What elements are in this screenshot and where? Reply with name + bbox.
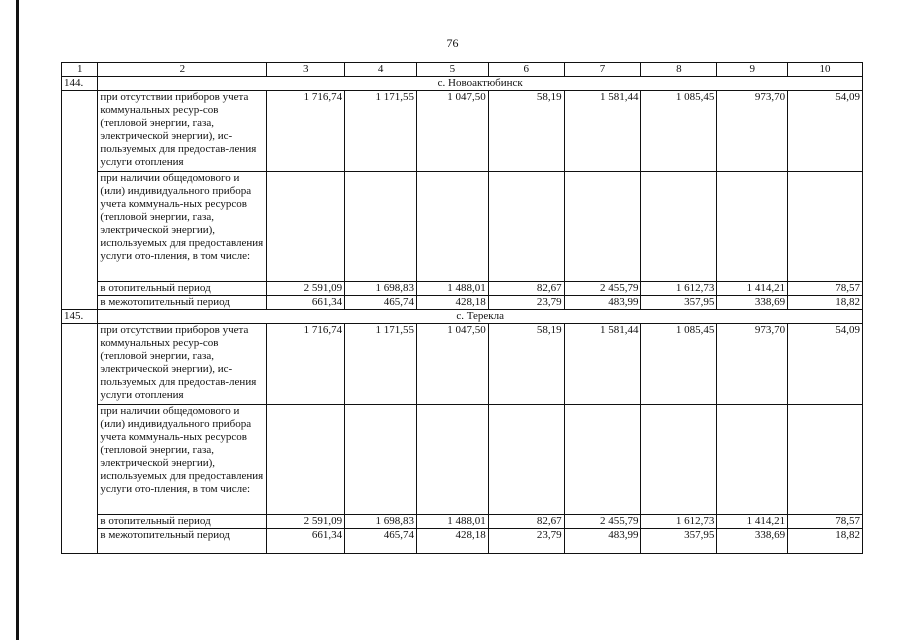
value-cell: 18,82 [788,529,863,554]
row-description: при наличии общедомового и (или) индивидуального прибора учета коммуналь-ных ресурсов (тепловой энергии, газа, электрической энергии), используемых для предоставления услуги ото-пления, в том числе: [98,172,267,282]
value-cell: 1 047,50 [416,324,488,405]
empty-cell [641,172,717,282]
header-cell: 3 [267,63,345,77]
value-cell: 1 488,01 [416,282,488,296]
value-cell: 2 455,79 [564,515,641,529]
value-cell: 1 047,50 [416,91,488,172]
value-cell: 661,34 [267,296,345,310]
row-description: при отсутствии приборов учета коммунальных ресур-сов (тепловой энергии, газа, электрической энергии), ис-пользуемых для предостав-ления услуги отопления [98,324,267,405]
row-description: при наличии общедомового и (или) индивидуального прибора учета коммуналь-ных ресурсов (тепловой энергии, газа, электрической энергии), используемых для предоставления услуги ото-пления, в том числе: [98,405,267,515]
value-cell: 1 171,55 [345,324,417,405]
header-cell: 5 [416,63,488,77]
value-cell: 2 455,79 [564,282,641,296]
index-spacer [62,324,98,554]
empty-cell [488,172,564,282]
empty-cell [345,405,417,515]
empty-cell [488,405,564,515]
page-number: 76 [446,36,459,50]
value-cell: 18,82 [788,296,863,310]
value-cell: 2 591,09 [267,515,345,529]
value-cell: 1 612,73 [641,515,717,529]
table-row [62,282,863,296]
value-cell: 483,99 [564,296,641,310]
value-cell: 1 612,73 [641,282,717,296]
value-cell: 1 581,44 [564,324,641,405]
empty-cell [564,405,641,515]
header-cell: 2 [98,63,267,77]
table-row [62,296,863,310]
locality-name: с. Терекла [98,310,863,324]
value-cell: 54,09 [788,91,863,172]
row-index: 145. [62,310,98,324]
value-cell: 1 698,83 [345,282,417,296]
value-cell: 1 581,44 [564,91,641,172]
value-cell: 58,19 [488,324,564,405]
value-cell: 973,70 [717,324,788,405]
table-row [62,405,863,515]
value-cell: 1 716,74 [267,324,345,405]
value-cell: 1 698,83 [345,515,417,529]
value-cell: 82,67 [488,282,564,296]
header-cell: 8 [641,63,717,77]
value-cell: 1 085,45 [641,91,717,172]
header-cell: 1 [62,63,98,77]
value-cell: 338,69 [717,296,788,310]
value-cell: 1 488,01 [416,515,488,529]
table-row [62,529,863,554]
table-row [62,324,863,405]
value-cell: 1 414,21 [717,282,788,296]
value-cell: 465,74 [345,529,417,554]
table-row [62,172,863,282]
empty-cell [564,172,641,282]
value-cell: 78,57 [788,282,863,296]
empty-cell [717,405,788,515]
empty-cell [416,172,488,282]
value-cell: 465,74 [345,296,417,310]
value-cell: 82,67 [488,515,564,529]
table-row [62,91,863,172]
header-row [62,63,863,77]
value-cell: 23,79 [488,296,564,310]
value-cell: 2 591,09 [267,282,345,296]
value-cell: 78,57 [788,515,863,529]
table-row [62,515,863,529]
empty-cell [416,405,488,515]
value-cell: 1 085,45 [641,324,717,405]
empty-cell [717,172,788,282]
value-cell: 338,69 [717,529,788,554]
locality-row [62,77,863,91]
header-cell: 10 [788,63,863,77]
value-cell: 357,95 [641,296,717,310]
header-cell: 4 [345,63,417,77]
value-cell: 1 414,21 [717,515,788,529]
empty-cell [267,172,345,282]
empty-cell [345,172,417,282]
empty-cell [267,405,345,515]
row-description: в отопительный период [98,515,267,529]
row-index: 144. [62,77,98,91]
index-spacer [62,91,98,310]
value-cell: 661,34 [267,529,345,554]
value-cell: 428,18 [416,529,488,554]
value-cell: 1 171,55 [345,91,417,172]
header-cell: 6 [488,63,564,77]
row-description: в отопительный период [98,282,267,296]
locality-name: с. Новоактюбинск [98,77,863,91]
row-description: в межотопительный период [98,296,267,310]
binding-line [16,0,19,640]
value-cell: 428,18 [416,296,488,310]
row-description: в межотопительный период [98,529,267,554]
value-cell: 54,09 [788,324,863,405]
value-cell: 973,70 [717,91,788,172]
header-cell: 9 [717,63,788,77]
empty-cell [788,172,863,282]
empty-cell [788,405,863,515]
value-cell: 23,79 [488,529,564,554]
empty-cell [641,405,717,515]
locality-row [62,310,863,324]
tariff-table [61,62,863,554]
value-cell: 357,95 [641,529,717,554]
value-cell: 58,19 [488,91,564,172]
value-cell: 1 716,74 [267,91,345,172]
header-cell: 7 [564,63,641,77]
value-cell: 483,99 [564,529,641,554]
row-description: при отсутствии приборов учета коммунальных ресур-сов (тепловой энергии, газа, электрической энергии), ис-пользуемых для предостав-ления услуги отопления [98,91,267,172]
